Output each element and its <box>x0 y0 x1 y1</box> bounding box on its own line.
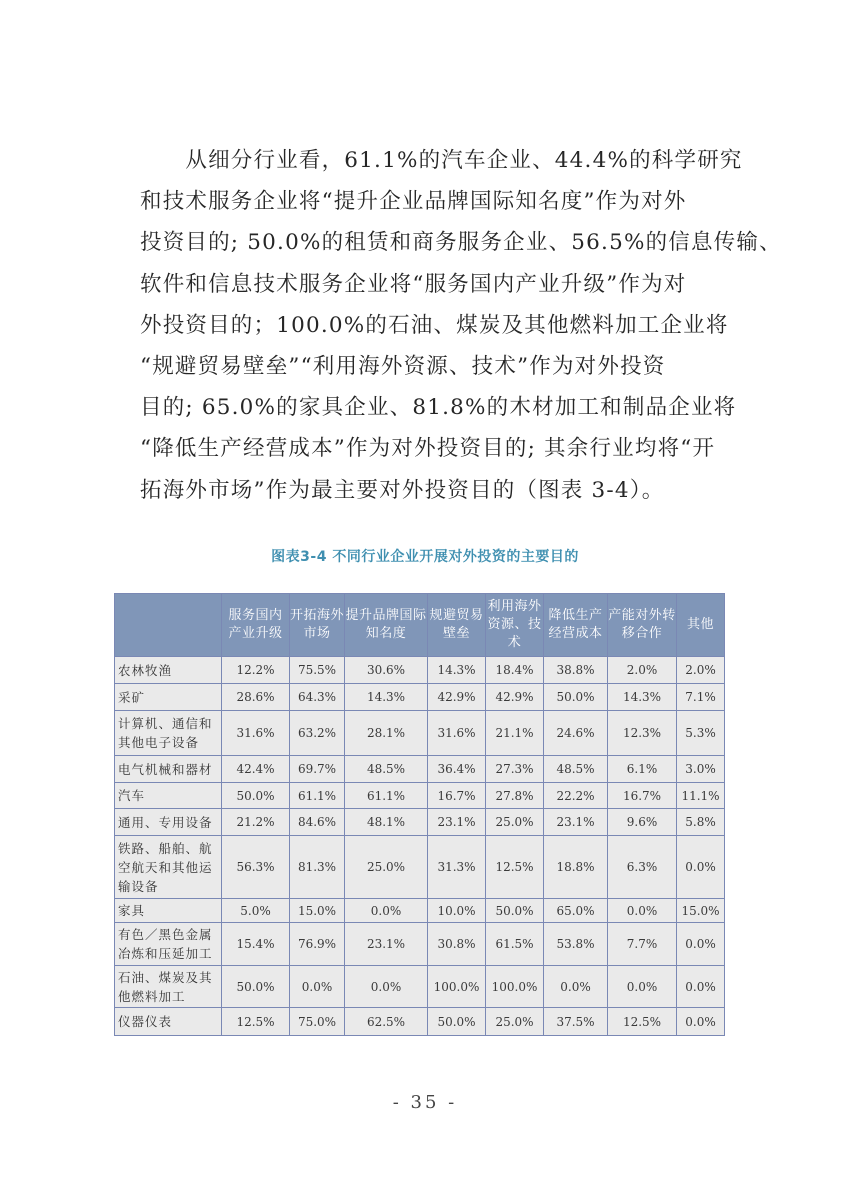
table-row <box>115 1008 725 1036</box>
paragraph-line: 和技术服务企业将“提升企业品牌国际知名度”作为对外 <box>140 189 687 215</box>
value-cell: 18.8% <box>544 836 608 899</box>
header-cell: 开拓海外市场 <box>290 594 345 657</box>
value-cell: 12.5% <box>608 1008 677 1036</box>
paragraph-line: 外投资目的；100.0%的石油、煤炭及其他燃料加工企业将 <box>140 312 729 338</box>
value-cell: 25.0% <box>486 809 544 836</box>
value-cell: 27.3% <box>486 756 544 783</box>
value-cell: 38.8% <box>544 657 608 684</box>
value-cell: 48.1% <box>345 809 428 836</box>
value-cell: 65.0% <box>544 899 608 923</box>
value-cell: 27.8% <box>486 783 544 809</box>
paragraph-line: “降低生产经营成本”作为对外投资目的; 其余行业均将“开 <box>140 436 716 462</box>
value-cell: 48.5% <box>544 756 608 783</box>
value-cell: 53.8% <box>544 923 608 966</box>
value-cell: 31.6% <box>222 711 290 756</box>
header-cell: 产能对外转移合作 <box>608 594 677 657</box>
investment-purpose-table <box>114 593 725 1036</box>
header-cell: 利用海外资源、技术 <box>486 594 544 657</box>
value-cell: 56.3% <box>222 836 290 899</box>
paragraph-line: 拓海外市场”作为最主要对外投资目的（图表 3-4）。 <box>140 477 665 503</box>
header-cell: 提升品牌国际知名度 <box>345 594 428 657</box>
value-cell: 61.1% <box>345 783 428 809</box>
value-cell: 0.0% <box>677 966 725 1008</box>
table-row <box>115 684 725 711</box>
page-number: - 35 - <box>392 1092 458 1113</box>
value-cell: 50.0% <box>222 783 290 809</box>
value-cell: 0.0% <box>677 836 725 899</box>
table-row <box>115 899 725 923</box>
value-cell: 48.5% <box>345 756 428 783</box>
value-cell: 0.0% <box>290 966 345 1008</box>
header-cell: 降低生产经营成本 <box>544 594 608 657</box>
value-cell: 11.1% <box>677 783 725 809</box>
table-row <box>115 966 725 1008</box>
value-cell: 10.0% <box>428 899 486 923</box>
value-cell: 2.0% <box>608 657 677 684</box>
value-cell: 5.8% <box>677 809 725 836</box>
value-cell: 61.5% <box>486 923 544 966</box>
table-row <box>115 711 725 756</box>
value-cell: 50.0% <box>486 899 544 923</box>
industry-name-cell: 家具 <box>115 899 222 923</box>
value-cell: 0.0% <box>345 899 428 923</box>
value-cell: 100.0% <box>486 966 544 1008</box>
table-caption: 图表3-4 不同行业企业开展对外投资的主要目的 <box>271 549 579 565</box>
value-cell: 3.0% <box>677 756 725 783</box>
value-cell: 15.0% <box>677 899 725 923</box>
value-cell: 14.3% <box>345 684 428 711</box>
value-cell: 12.2% <box>222 657 290 684</box>
industry-name-cell: 电气机械和器材 <box>115 756 222 783</box>
value-cell: 50.0% <box>222 966 290 1008</box>
table-row <box>115 657 725 684</box>
value-cell: 16.7% <box>428 783 486 809</box>
value-cell: 76.9% <box>290 923 345 966</box>
value-cell: 23.1% <box>428 809 486 836</box>
value-cell: 31.3% <box>428 836 486 899</box>
value-cell: 63.2% <box>290 711 345 756</box>
value-cell: 50.0% <box>428 1008 486 1036</box>
value-cell: 84.6% <box>290 809 345 836</box>
header-cell: 其他 <box>677 594 725 657</box>
table-row <box>115 923 725 966</box>
value-cell: 42.4% <box>222 756 290 783</box>
table-row <box>115 836 725 899</box>
value-cell: 75.5% <box>290 657 345 684</box>
value-cell: 12.5% <box>486 836 544 899</box>
value-cell: 31.6% <box>428 711 486 756</box>
value-cell: 0.0% <box>677 1008 725 1036</box>
body-paragraph <box>140 140 782 511</box>
paragraph-line: 目的; 65.0%的家具企业、81.8%的木材加工和制品企业将 <box>140 395 737 421</box>
industry-name-cell: 汽车 <box>115 783 222 809</box>
value-cell: 21.2% <box>222 809 290 836</box>
value-cell: 18.4% <box>486 657 544 684</box>
value-cell: 22.2% <box>544 783 608 809</box>
value-cell: 100.0% <box>428 966 486 1008</box>
value-cell: 42.9% <box>428 684 486 711</box>
industry-name-cell: 计算机、通信和其他电子设备 <box>115 711 222 756</box>
value-cell: 69.7% <box>290 756 345 783</box>
header-cell <box>115 594 222 657</box>
value-cell: 2.0% <box>677 657 725 684</box>
paragraph-line: 投资目的; 50.0%的租赁和商务服务企业、56.5%的信息传输、 <box>140 230 782 256</box>
value-cell: 75.0% <box>290 1008 345 1036</box>
industry-name-cell: 石油、煤炭及其他燃料加工 <box>115 966 222 1008</box>
table-header-row <box>115 594 725 657</box>
value-cell: 30.8% <box>428 923 486 966</box>
value-cell: 15.0% <box>290 899 345 923</box>
value-cell: 25.0% <box>486 1008 544 1036</box>
table-row <box>115 809 725 836</box>
value-cell: 5.0% <box>222 899 290 923</box>
value-cell: 62.5% <box>345 1008 428 1036</box>
industry-name-cell: 仪器仪表 <box>115 1008 222 1036</box>
value-cell: 0.0% <box>677 923 725 966</box>
value-cell: 61.1% <box>290 783 345 809</box>
value-cell: 14.3% <box>608 684 677 711</box>
paragraph-line: 从细分行业看，61.1%的汽车企业、44.4%的科学研究 <box>140 148 743 173</box>
industry-name-cell: 有色／黑色金属冶炼和压延加工 <box>115 923 222 966</box>
value-cell: 6.1% <box>608 756 677 783</box>
value-cell: 14.3% <box>428 657 486 684</box>
value-cell: 9.6% <box>608 809 677 836</box>
value-cell: 7.1% <box>677 684 725 711</box>
value-cell: 37.5% <box>544 1008 608 1036</box>
table-row <box>115 756 725 783</box>
table-row <box>115 783 725 809</box>
value-cell: 5.3% <box>677 711 725 756</box>
value-cell: 25.0% <box>345 836 428 899</box>
paragraph-line: “规避贸易壁垒”“利用海外资源、技术”作为对外投资 <box>140 353 666 379</box>
industry-name-cell: 农林牧渔 <box>115 657 222 684</box>
industry-name-cell: 采矿 <box>115 684 222 711</box>
paragraph-line: 软件和信息技术服务企业将“服务国内产业升级”作为对 <box>140 271 687 297</box>
value-cell: 23.1% <box>345 923 428 966</box>
value-cell: 0.0% <box>544 966 608 1008</box>
value-cell: 0.0% <box>608 899 677 923</box>
value-cell: 12.3% <box>608 711 677 756</box>
value-cell: 23.1% <box>544 809 608 836</box>
value-cell: 28.1% <box>345 711 428 756</box>
value-cell: 42.9% <box>486 684 544 711</box>
value-cell: 21.1% <box>486 711 544 756</box>
value-cell: 15.4% <box>222 923 290 966</box>
value-cell: 0.0% <box>608 966 677 1008</box>
value-cell: 30.6% <box>345 657 428 684</box>
value-cell: 36.4% <box>428 756 486 783</box>
header-cell: 服务国内产业升级 <box>222 594 290 657</box>
value-cell: 6.3% <box>608 836 677 899</box>
value-cell: 0.0% <box>345 966 428 1008</box>
value-cell: 50.0% <box>544 684 608 711</box>
header-cell: 规避贸易壁垒 <box>428 594 486 657</box>
value-cell: 64.3% <box>290 684 345 711</box>
value-cell: 7.7% <box>608 923 677 966</box>
value-cell: 12.5% <box>222 1008 290 1036</box>
value-cell: 24.6% <box>544 711 608 756</box>
value-cell: 81.3% <box>290 836 345 899</box>
value-cell: 16.7% <box>608 783 677 809</box>
industry-name-cell: 通用、专用设备 <box>115 809 222 836</box>
industry-name-cell: 铁路、船舶、航空航天和其他运输设备 <box>115 836 222 899</box>
value-cell: 28.6% <box>222 684 290 711</box>
